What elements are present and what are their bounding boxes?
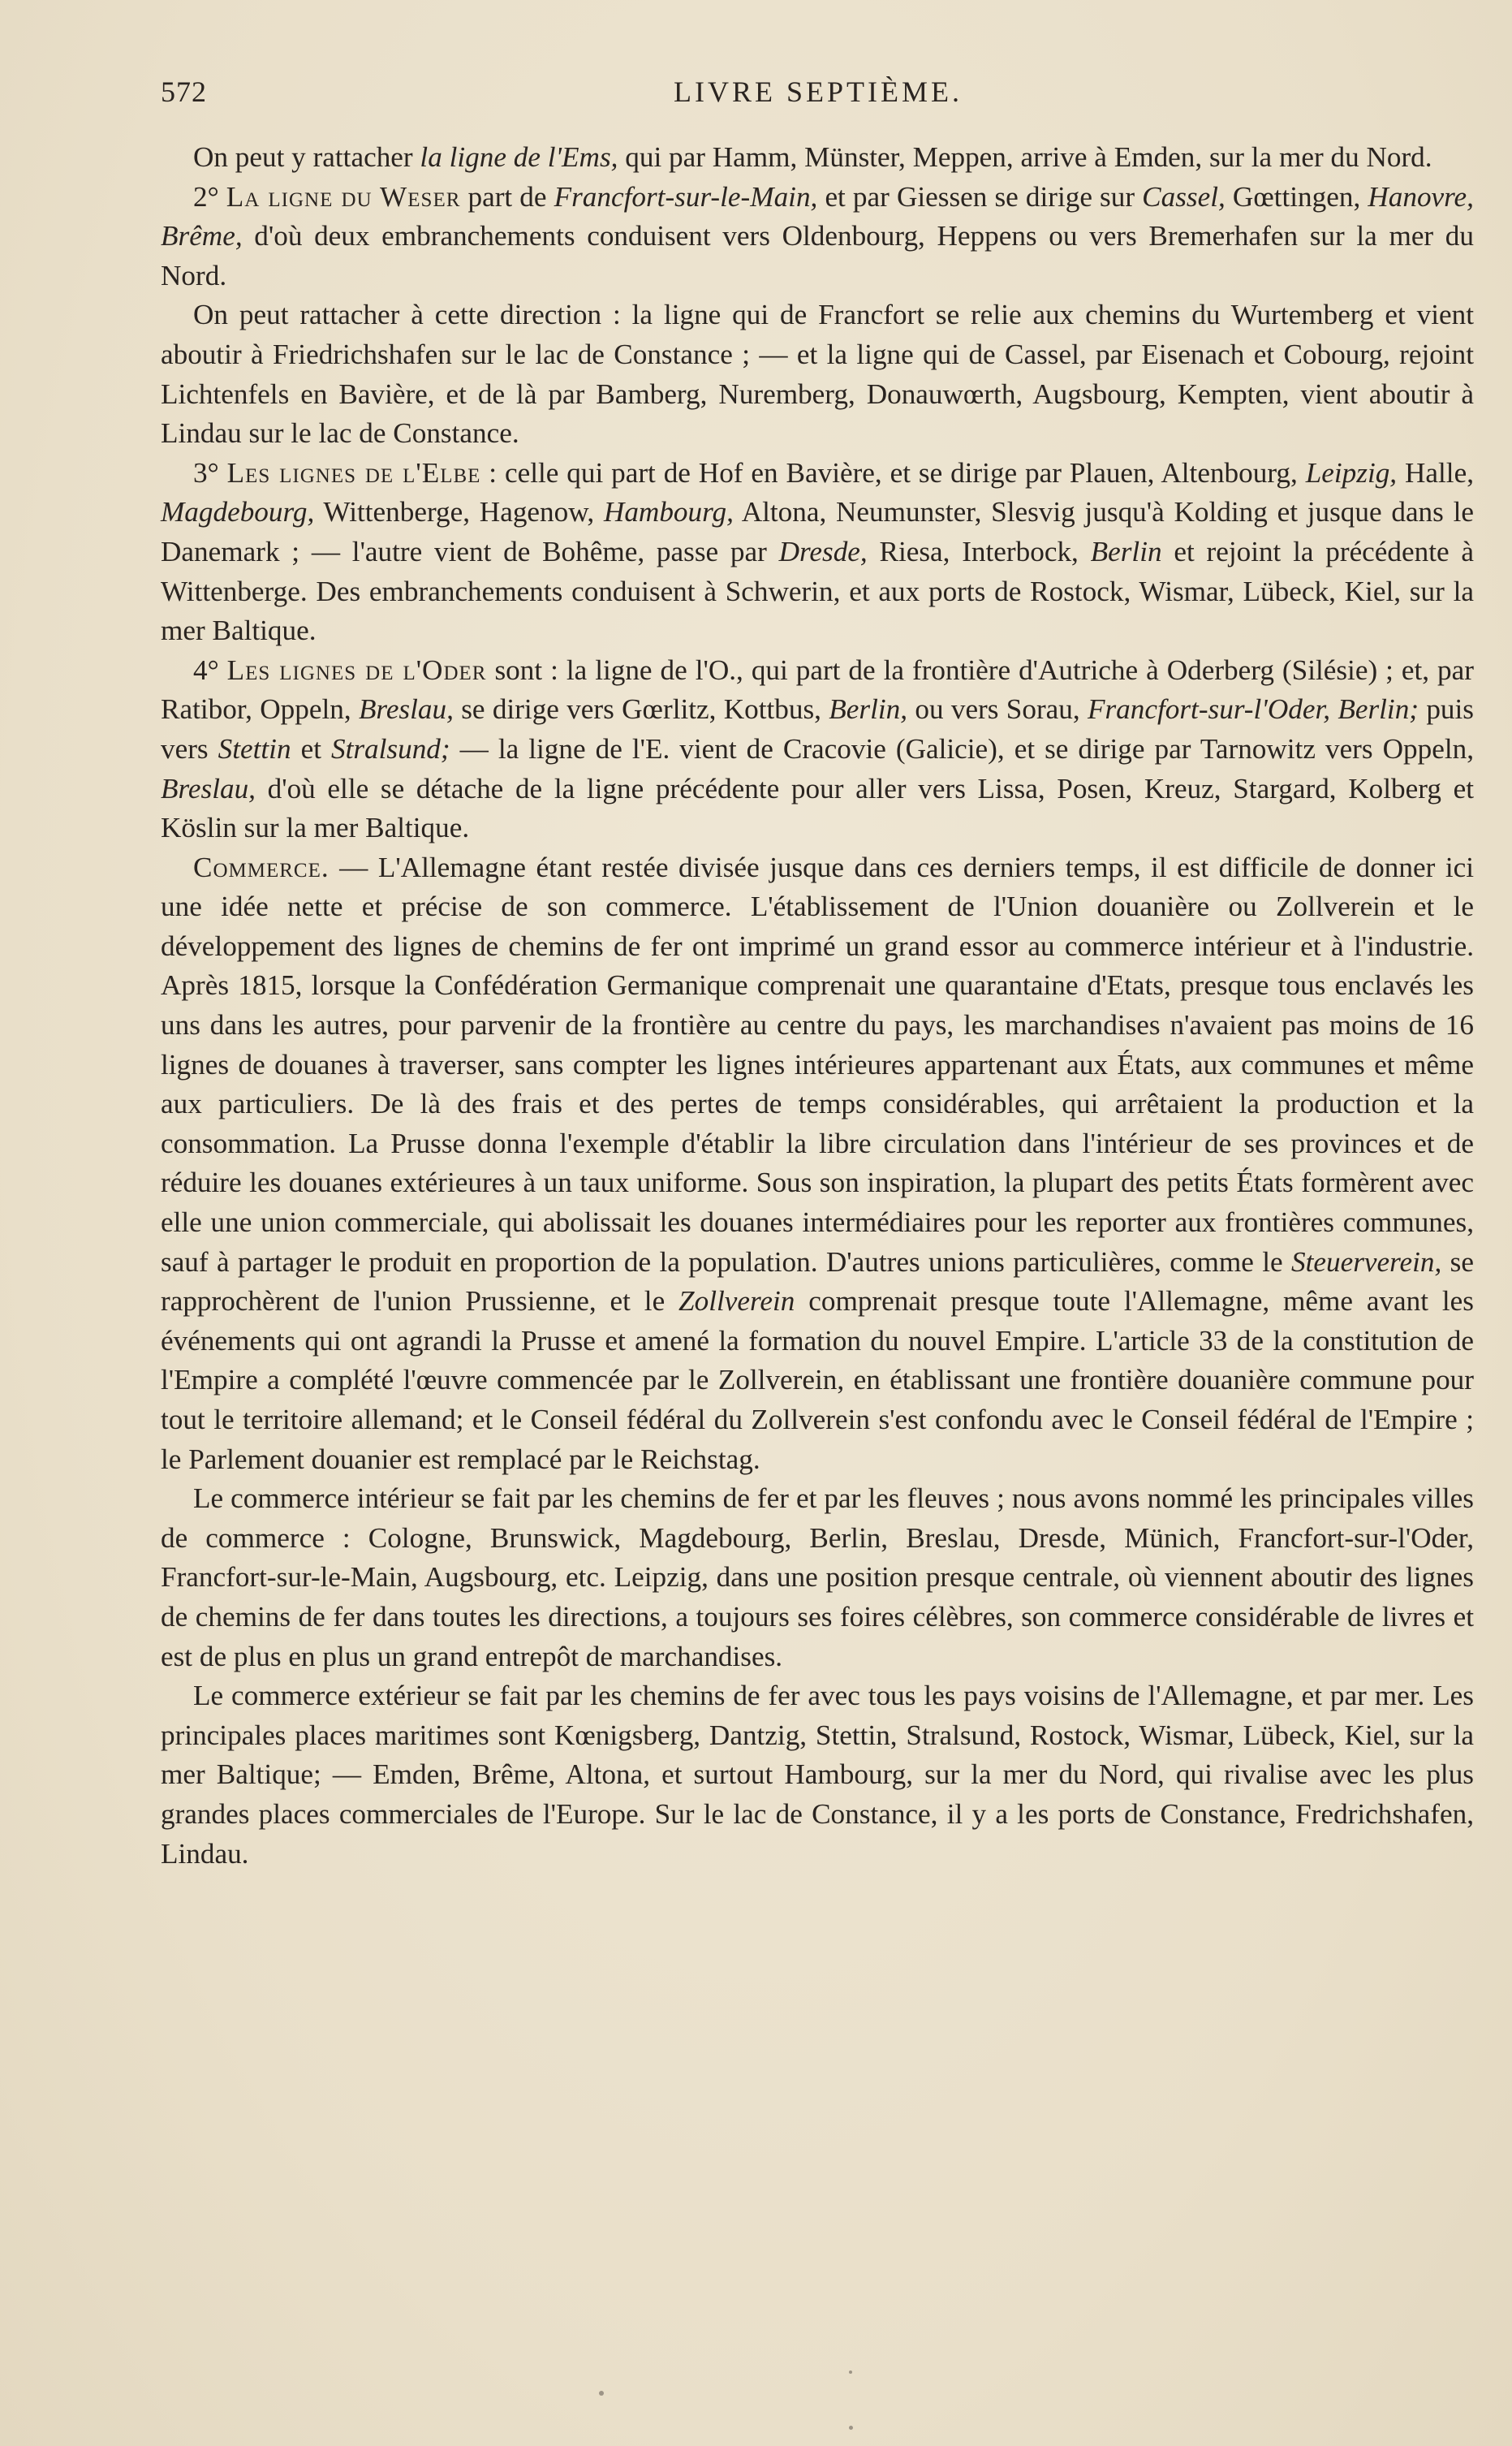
body-text — [161, 138, 1474, 1874]
running-head: LIVRE SEPTIÈME. — [674, 75, 963, 108]
text-run: Riesa, Interbock, — [867, 535, 1091, 567]
section-heading-commerce: Commerce. — [193, 851, 330, 883]
text-run: se rapprochèrent de l'union Prussienne, et le — [161, 1245, 1474, 1318]
paragraph-rattacher — [161, 296, 1474, 453]
text-run-italic: Cassel, — [1142, 180, 1226, 213]
text-run: comprenait presque toute l'Allemagne, même avant les événements qui ont agrandi la Prusse et amené la formation du nouvel Empire. L'article 33 de la constitution de l'Empire a complété l'œuvre commencée par le Zollverein, en établissant une frontière douanière commune pour tout le territoire allemand; et le Conseil fédéral du Zollverein s'est confondu avec le Conseil fédéral de l'Empire ; le Parlement douanier est remplacé par le Reichstag. — [161, 1285, 1474, 1475]
text-run: Halle, — [1397, 456, 1474, 489]
text-run: d'où deux embranchements conduisent vers Oldenbourg, Heppens ou vers Bremerhafen sur la mer du Nord. — [161, 220, 1474, 291]
paragraph-commerce — [161, 848, 1474, 1480]
text-run-italic: Berlin, — [829, 693, 908, 726]
text-run: Gœttingen, — [1225, 180, 1368, 213]
text-run-italic: Zollverein — [678, 1285, 795, 1318]
text-run-italic: la ligne de l'Ems, — [420, 141, 618, 173]
paragraph-ems — [161, 138, 1474, 178]
text-run: qui par Hamm, Münster, Meppen, arrive à Emden, sur la mer du Nord. — [618, 141, 1432, 173]
page-header — [161, 75, 1475, 120]
text-run-italic: Berlin — [1090, 535, 1162, 567]
text-run-italic: Magdebourg, — [161, 496, 315, 528]
text-run-italic: Breslau, — [358, 693, 454, 726]
paragraph-weser — [161, 178, 1474, 296]
text-run-italic: Francfort-sur-le-Main, — [554, 180, 818, 213]
paper-speck — [599, 2391, 604, 2396]
paper-speck — [849, 2426, 853, 2430]
text-run: et par Giessen se dirige sur — [817, 180, 1143, 213]
text-run-italic: Breslau, — [161, 772, 256, 805]
text-run-italic: Francfort-sur-l'Oder, Berlin; — [1087, 693, 1419, 726]
text-run: — la ligne de l'E. vient de Cracovie (Galicie), et se dirige par Tarnowitz vers Oppeln, — [450, 732, 1474, 765]
section-heading-oder: Les lignes de l'Oder — [226, 654, 487, 686]
text-run-italic: Stettin — [218, 732, 291, 765]
page-number: 572 — [161, 75, 207, 108]
text-run-italic: Dresde, — [778, 535, 868, 567]
text-run: sont : la ligne de l'O., qui part de la frontière d'Autriche à Oderberg (Silésie) ; et, par Ratibor, Oppeln, — [161, 654, 1474, 726]
text-run: 2° — [193, 180, 226, 213]
paragraph-oder — [161, 651, 1474, 848]
text-run: On peut y rattacher — [193, 141, 420, 173]
text-run: et — [291, 732, 331, 765]
text-run-italic: Leipzig, — [1305, 456, 1398, 489]
text-run: se dirige vers Gœrlitz, Kottbus, — [453, 693, 829, 726]
text-run: 4° — [193, 654, 227, 686]
text-run-italic: Steuerverein, — [1291, 1245, 1442, 1278]
text-run: puis vers — [161, 693, 1474, 765]
paragraph-elbe — [161, 454, 1474, 651]
text-run-italic: Hanovre, Brême, — [161, 180, 1474, 252]
text-run-italic: Hambourg, — [603, 496, 734, 528]
text-run: 3° — [193, 456, 227, 489]
text-run: part de — [460, 180, 554, 213]
text-run: d'où elle se détache de la ligne précédente pour aller vers Lissa, Posen, Kreuz, Stargard, Kolberg et Köslin sur la mer Baltique. — [161, 772, 1474, 844]
section-heading-elbe: Les lignes de l'Elbe — [226, 456, 481, 489]
text-run: et rejoint la précédente à Wittenberge. Des embranchements conduisent à Schwerin, et aux ports de Rostock, Wismar, Lübeck, Kiel, sur la mer Baltique. — [161, 535, 1474, 647]
text-run: : celle qui part de Hof en Bavière, et se dirige par Plauen, Altenbourg, — [480, 456, 1306, 489]
paragraph-commerce-interieur — [161, 1479, 1474, 1676]
paragraph-commerce-exterieur — [161, 1676, 1474, 1874]
text-run: Altona, Neumunster, Slesvig jusqu'à Kolding et jusque dans le Danemark ; — l'autre vient de Bohême, passe par — [161, 496, 1474, 567]
text-run: Le commerce extérieur se fait par les chemins de fer avec tous les pays voisins de l'Allemagne, et par mer. Les principales places maritimes sont Kœnigsberg, Dantzig, Stettin, Stralsund, Rostock, Wismar, Lübeck, Kiel, sur la mer Baltique; — Emden, Brême, Altona, et surtout Hambourg, sur la mer du Nord, qui rivalise avec les plus grandes places commerciales de l'Europe. Sur le lac de Constance, il y a les ports de Constance, Fredrichshafen, Lindau. — [161, 1680, 1474, 1870]
text-run: ou vers Sorau, — [907, 693, 1088, 726]
section-heading-weser: La ligne du Weser — [226, 180, 461, 213]
text-run: — L'Allemagne étant restée divisée jusque dans ces derniers temps, il est difficile de donner ici une idée nette et précise de son commerce. L'établissement de l'Union douanière ou Zollverein et le développement des lignes de chemins de fer ont imprimé un grand essor au commerce intérieur et à l'industrie. Après 1815, lorsque la Confédération Germanique comprenait une quarantaine d'Etats, presque tous enclavés les uns dans les autres, pour parvenir de la frontière au centre du pays, les marchandises n'avaient pas moins de 16 lignes de douanes à traverser, sans compter les lignes intérieures appartenant aux États, aux communes et même aux particuliers. De là des frais et des pertes de temps considérables, qui arrêtaient la production et la consommation. La Prusse donna l'exemple d'établir la libre circulation dans l'intérieur de ses provinces et de réduire les douanes extérieures à un taux uniforme. Sous son inspiration, la plupart des petits États formèrent avec elle une union commerciale, qui abolissait les douanes intermédiaires pour les reporter aux frontières communes, sauf à partager le produit en proportion de la population. D'autres unions particulières, comme le — [161, 851, 1474, 1278]
text-run: Wittenberge, Hagenow, — [314, 496, 604, 528]
paper-speck — [849, 2371, 852, 2374]
text-run: On peut rattacher à cette direction : la ligne qui de Francfort se relie aux chemins du Wurtemberg et vient aboutir à Friedrichshafen sur le lac de Constance ; — et la ligne qui de Cassel, par Eisenach et Cobourg, rejoint Lichtenfels en Bavière, et de là par Bamberg, Nuremberg, Donauwœrth, Augsbourg, Kempten, vient aboutir à Lindau sur le lac de Constance. — [161, 299, 1474, 450]
text-run: Le commerce intérieur se fait par les chemins de fer et par les fleuves ; nous avons nommé les principales villes de commerce : Cologne, Brunswick, Magdebourg, Berlin, Breslau, Dresde, Münich, Francfort-sur-l'Oder, Francfort-sur-le-Main, Augsbourg, etc. Leipzig, dans une position presque centrale, où viennent aboutir des lignes de chemins de fer dans toutes les directions, a toujours ses foires célèbres, son commerce considérable de livres et est de plus en plus un grand entrepôt de marchandises. — [161, 1482, 1474, 1672]
text-run-italic: Stralsund; — [330, 732, 450, 765]
